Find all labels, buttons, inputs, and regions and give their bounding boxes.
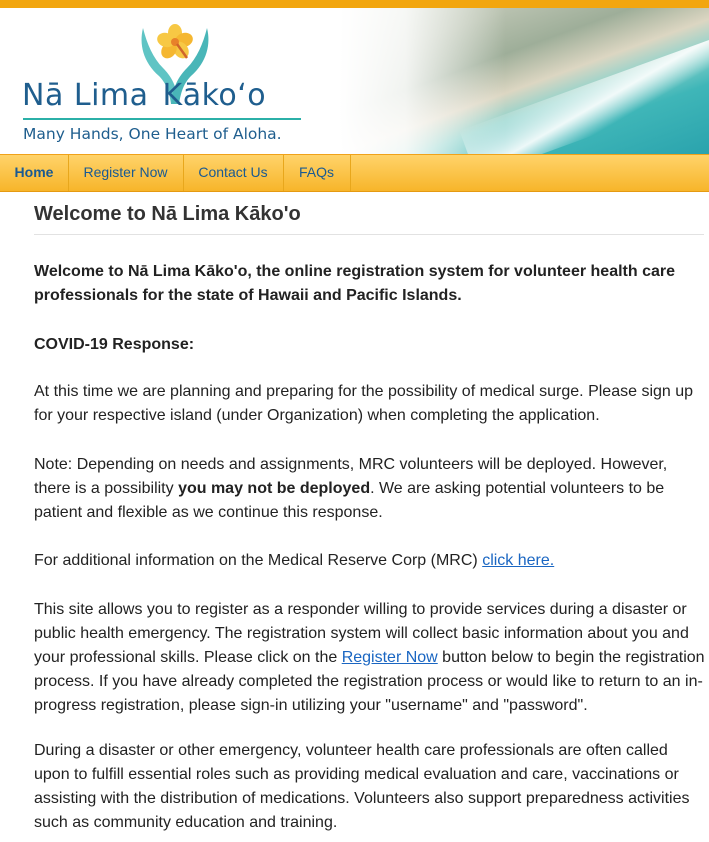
logo-title	[22, 78, 266, 113]
nav-item-contact-us[interactable]: Contact Us	[183, 155, 284, 191]
nav-item-register-now[interactable]: Register Now	[68, 155, 184, 191]
page-title: Welcome to Nā Lima Kāko'o	[34, 203, 704, 235]
site-info-paragraph	[34, 598, 706, 718]
site-info-text-start: This site allows you to register as a responder willing to provide services during a disaster or public health emergency. The registration system will collect basic information about you and your professional skills. Please click on the	[34, 601, 689, 666]
mrc-click-here-link[interactable]: click here.	[482, 552, 555, 569]
nav-item-faqs[interactable]: FAQs	[283, 155, 351, 191]
covid-heading: COVID-19 Response:	[34, 336, 195, 353]
site-header	[0, 8, 709, 154]
main-content	[34, 203, 705, 831]
intro-paragraph: Welcome to Nā Lima Kāko'o, the online registration system for volunteer health care professionals for the state of Hawaii and Pacific Islands.	[34, 263, 675, 304]
covid-paragraph: At this time we are planning and preparing for the possibility of medical surge. Please sign up for your respective island (under Organization) when completing the application.	[34, 383, 694, 424]
header-beach-image	[339, 8, 709, 154]
disaster-paragraph: During a disaster or other emergency, volunteer health care professionals are often called upon to fulfill essential roles such as providing medical evaluation and care, vaccinations or assisting with the distribution of medications. Volunteers also support preparedness activities such as community education and training.	[34, 742, 690, 831]
logo-title-part2: Kāko‘o	[162, 78, 267, 113]
deployment-note	[34, 453, 684, 525]
logo-divider	[23, 118, 301, 120]
note-emphasis: you may not be deployed	[178, 480, 371, 497]
mrc-info-text: For additional information on the Medical Reserve Corp (MRC)	[34, 552, 483, 569]
register-now-link[interactable]: Register Now	[341, 649, 438, 666]
note-text-start: Note: Depending on needs and assignments, MRC volunteers will be deployed. However, there is a possibility	[34, 456, 668, 497]
logo-title-part1: Nā Lima	[22, 78, 149, 113]
top-accent-strip	[0, 0, 709, 8]
main-nav	[0, 154, 709, 192]
nav-item-home[interactable]: Home	[0, 155, 69, 191]
mrc-info	[34, 549, 699, 573]
site-info-text-end: button below to begin the registration process. If you have already completed the registration process or would like to return to an in-progress registration, please sign-in utilizing your "username" and "password".	[34, 649, 705, 714]
note-text-end: . We are asking potential volunteers to be patient and flexible as we continue this response.	[34, 480, 665, 521]
logo-tagline: Many Hands, One Heart of Aloha.	[23, 125, 282, 143]
